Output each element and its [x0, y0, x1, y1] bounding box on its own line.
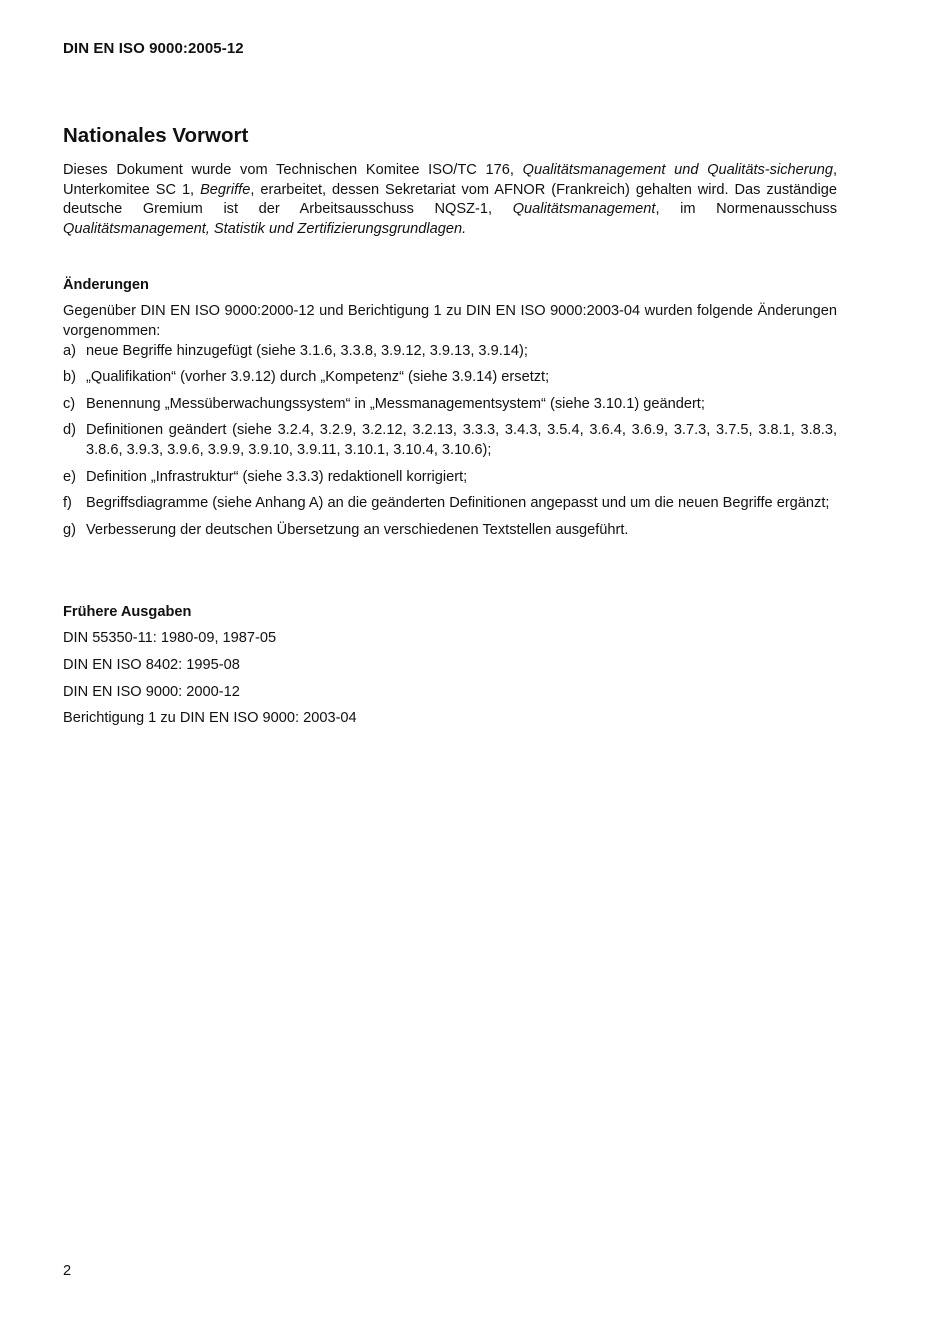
foreword-text-2: , Unterkomitee SC 1, [63, 162, 837, 198]
list-item [63, 368, 837, 388]
list-item-text: Verbesserung der deutschen Übersetzung an verschiedenen Textstellen ausgeführt. [86, 521, 629, 538]
list-item [63, 521, 837, 541]
foreword-text-4: , im Normenausschuss [655, 201, 837, 218]
list-item [63, 395, 837, 415]
list-item-text: Definitionen geändert (siehe 3.2.4, 3.2.9, 3.2.12, 3.2.13, 3.3.3, 3.4.3, 3.5.4, 3.6.4, 3.6.9, 3.7.3, 3.7.5, 3.8.1, 3.8.3, 3.8.6, 3.9.3, 3.9.6, 3.9.9, 3.9.10, 3.9.11, 3.10.1, 3.10.4, 3.10.6); [86, 422, 837, 458]
list-item-marker: f) [63, 495, 72, 512]
foreword-working-committee-name: Qualitätsmanagement [512, 201, 656, 218]
changes-section [63, 276, 837, 540]
list-item-text: Benennung „Messüberwachungssystem“ in „Messmanagementsystem“ (siehe 3.10.1) geändert; [86, 395, 705, 412]
list-item-marker: c) [63, 395, 76, 412]
changes-list [63, 342, 837, 541]
list-item-marker: g) [63, 521, 76, 538]
national-foreword-section [63, 123, 837, 239]
foreword-text-1: Dieses Dokument wurde vom Technischen Komitee ISO/TC 176, [63, 162, 523, 178]
list-item [63, 342, 837, 362]
list-item-marker: a) [63, 342, 76, 359]
list-item-text: neue Begriffe hinzugefügt (siehe 3.1.6, 3.3.8, 3.9.12, 3.9.13, 3.9.14); [86, 342, 528, 359]
list-item-text: Definition „Infrastruktur“ (siehe 3.3.3) redaktionell korrigiert; [86, 468, 468, 485]
list-item [63, 468, 837, 488]
list-item-text: „Qualifikation“ (vorher 3.9.12) durch „Kompetenz“ (siehe 3.9.14) ersetzt; [86, 369, 550, 386]
document-body [63, 123, 837, 736]
foreword-standards-committee-name: Qualitätsmanagement, Statistik und Zertifizierungsgrundlagen. [63, 220, 467, 237]
previous-editions-list [63, 629, 837, 728]
list-item: DIN EN ISO 8402: 1995-08 [63, 656, 240, 673]
list-item: Berichtigung 1 zu DIN EN ISO 9000: 2003-04 [63, 710, 357, 727]
list-item [63, 494, 837, 514]
list-item-marker: e) [63, 468, 76, 485]
document-id-header: DIN EN ISO 9000:2005-12 [63, 40, 244, 57]
foreword-title: Nationales Vorwort [63, 124, 249, 147]
list-item: DIN 55350-11: 1980-09, 1987-05 [63, 630, 277, 647]
previous-editions-section [63, 603, 837, 728]
foreword-subcommittee-name: Begriffe [200, 181, 251, 198]
changes-heading: Änderungen [63, 277, 149, 294]
foreword-committee-name: Qualitätsmanagement und Qualitäts-sicherung [522, 162, 833, 178]
foreword-paragraph [63, 161, 837, 239]
list-item-text: Begriffsdiagramme (siehe Anhang A) an die geänderten Definitionen angepasst und um die neuen Begriffe ergänzt; [86, 495, 830, 512]
previous-editions-heading: Frühere Ausgaben [63, 604, 192, 621]
foreword-text-3: , erarbeitet, dessen Sekretariat vom AFNOR (Frankreich) gehalten wird. Das zuständige deutsche Gremium ist der Arbeitsausschuss NQSZ-1, [63, 181, 837, 218]
list-item-marker: d) [63, 422, 76, 439]
changes-intro: Gegenüber DIN EN ISO 9000:2000-12 und Berichtigung 1 zu DIN EN ISO 9000:2003-04 wurden folgende Änderungen vorgenommen: [63, 303, 837, 339]
page-number: 2 [63, 1263, 72, 1279]
list-item-marker: b) [63, 369, 76, 386]
list-item: DIN EN ISO 9000: 2000-12 [63, 683, 240, 700]
list-item [63, 421, 837, 460]
